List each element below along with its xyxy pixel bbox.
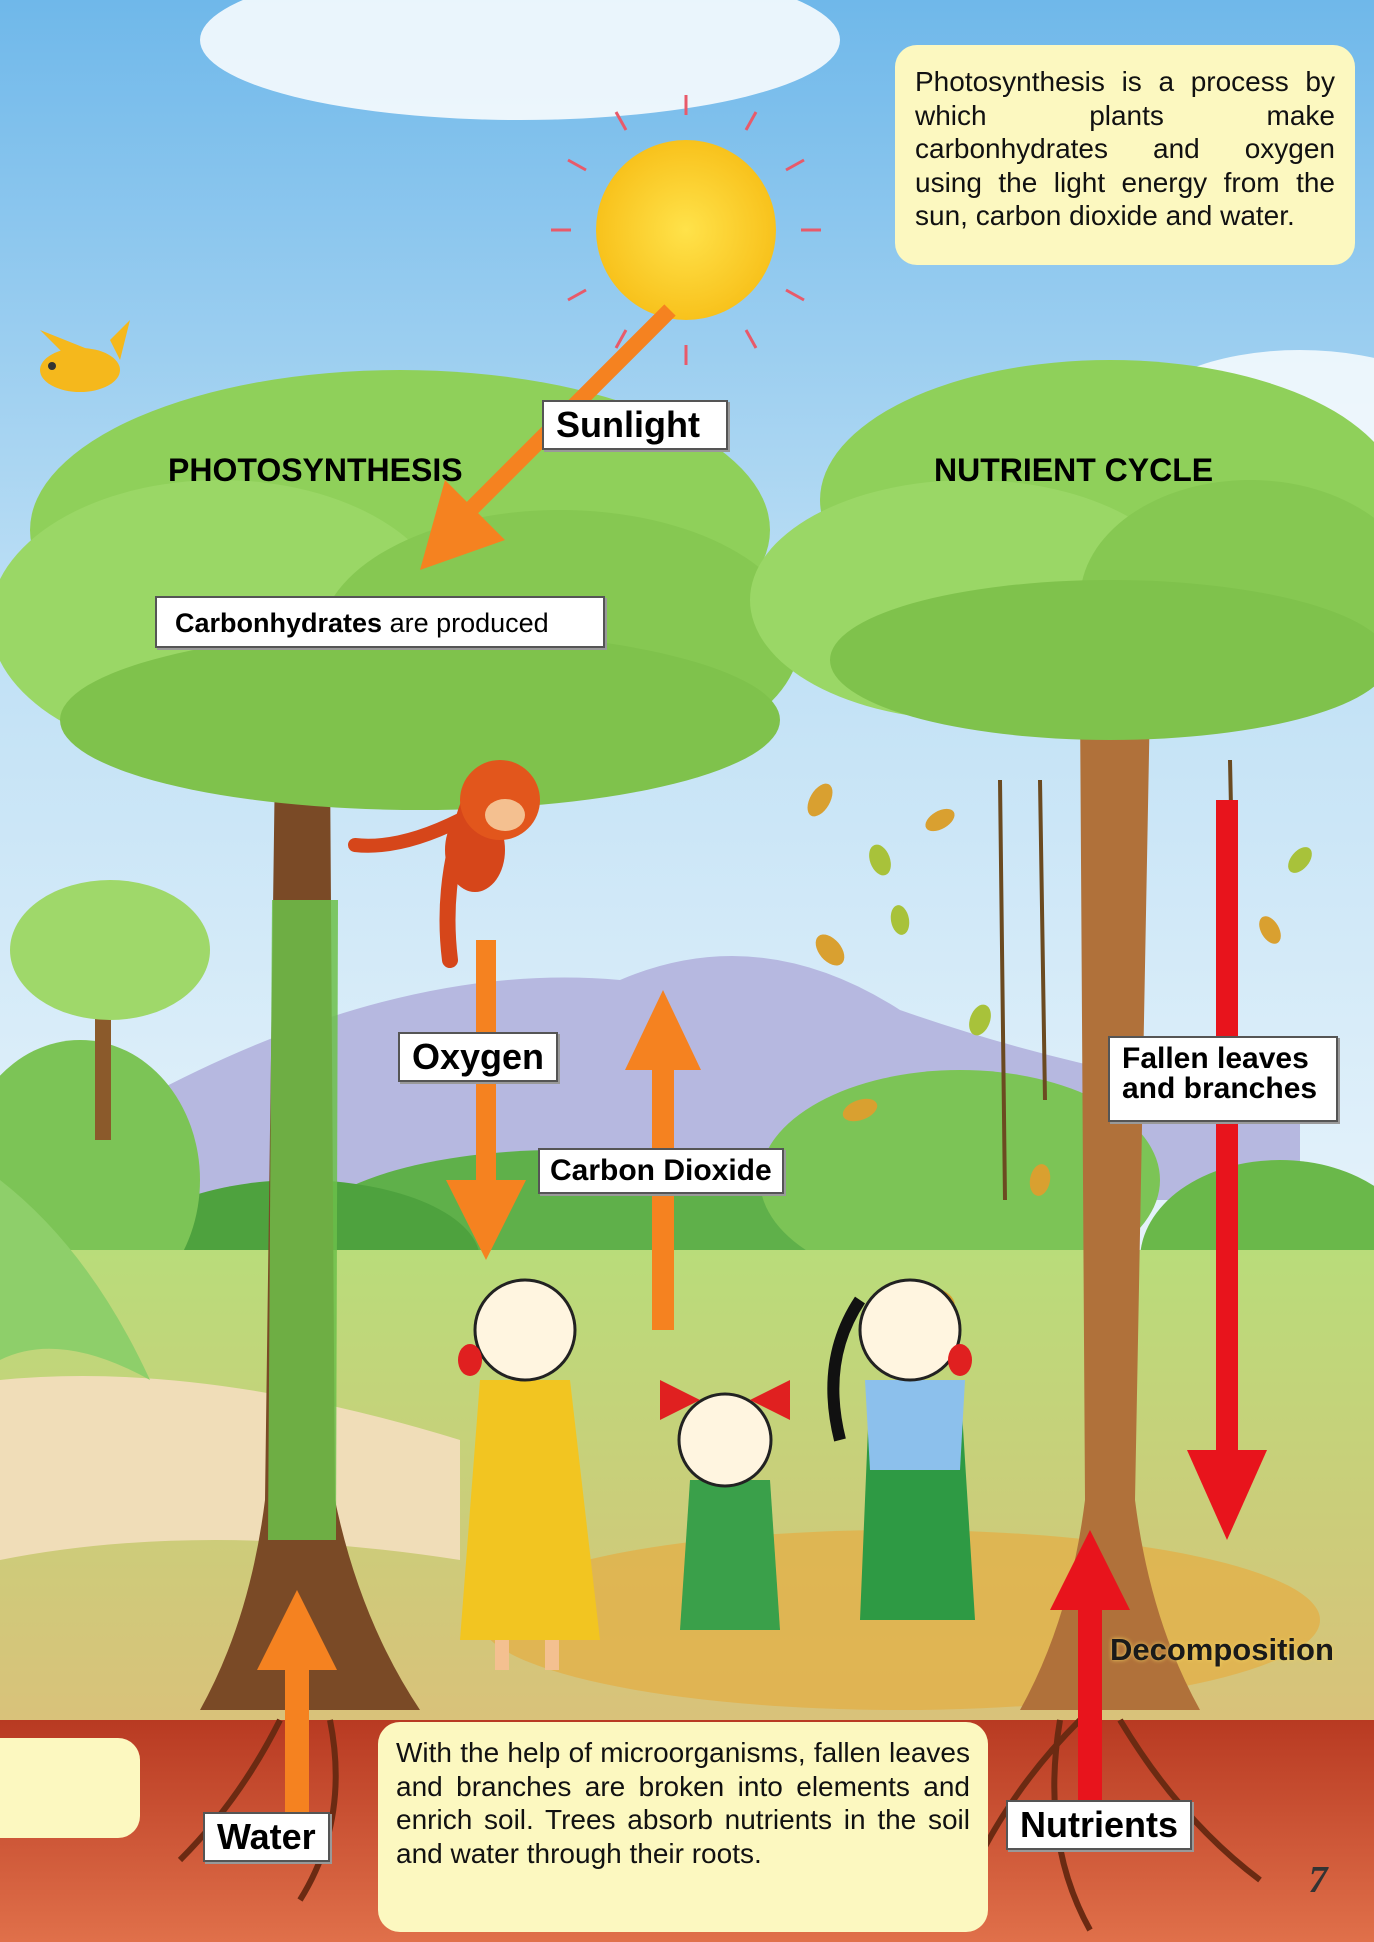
photosynthesis-heading: PHOTOSYNTHESIS: [168, 452, 463, 488]
intro-note-text: Photosynthesis is a process by which plants make carbonhydrates and oxygen using the light energy from the sun, carbon dioxide and water.: [915, 66, 1335, 232]
carbohydrates-bold-text: Carbonhydrates: [175, 608, 383, 638]
small-tree-crown: [10, 880, 210, 1020]
blank-note-stub: [0, 1738, 140, 1838]
oxygen-label: Oxygen: [398, 1032, 558, 1082]
water-label: Water: [203, 1812, 330, 1862]
carbohydrates-label: [155, 596, 605, 648]
fallen-leaves-line2: and branches: [1122, 1072, 1318, 1105]
carbon-dioxide-label: Carbon Dioxide: [538, 1148, 784, 1194]
fallen-leaves-label: [1108, 1036, 1338, 1122]
fallen-leaves-line1: Fallen leaves: [1122, 1042, 1309, 1075]
bottom-note-text: With the help of microorganisms, fallen leaves and branches are broken into elements and enrich soil. Trees absorb nutrients in the soil and water through their roots.: [396, 1737, 970, 1869]
page-number: 7: [1308, 1859, 1328, 1901]
intro-note: [895, 45, 1355, 265]
nutrient-cycle-heading: NUTRIENT CYCLE: [934, 452, 1214, 488]
carbohydrates-rest-text: are produced: [382, 608, 549, 638]
left-canopy: [60, 630, 780, 810]
decomposition-heading: Decomposition: [1110, 1632, 1334, 1667]
left-tree-moss: [268, 900, 338, 1540]
nutrients-label: Nutrients: [1006, 1800, 1192, 1850]
right-canopy: [830, 580, 1374, 740]
bottom-note: [378, 1722, 988, 1932]
sunlight-label: Sunlight: [542, 400, 728, 450]
